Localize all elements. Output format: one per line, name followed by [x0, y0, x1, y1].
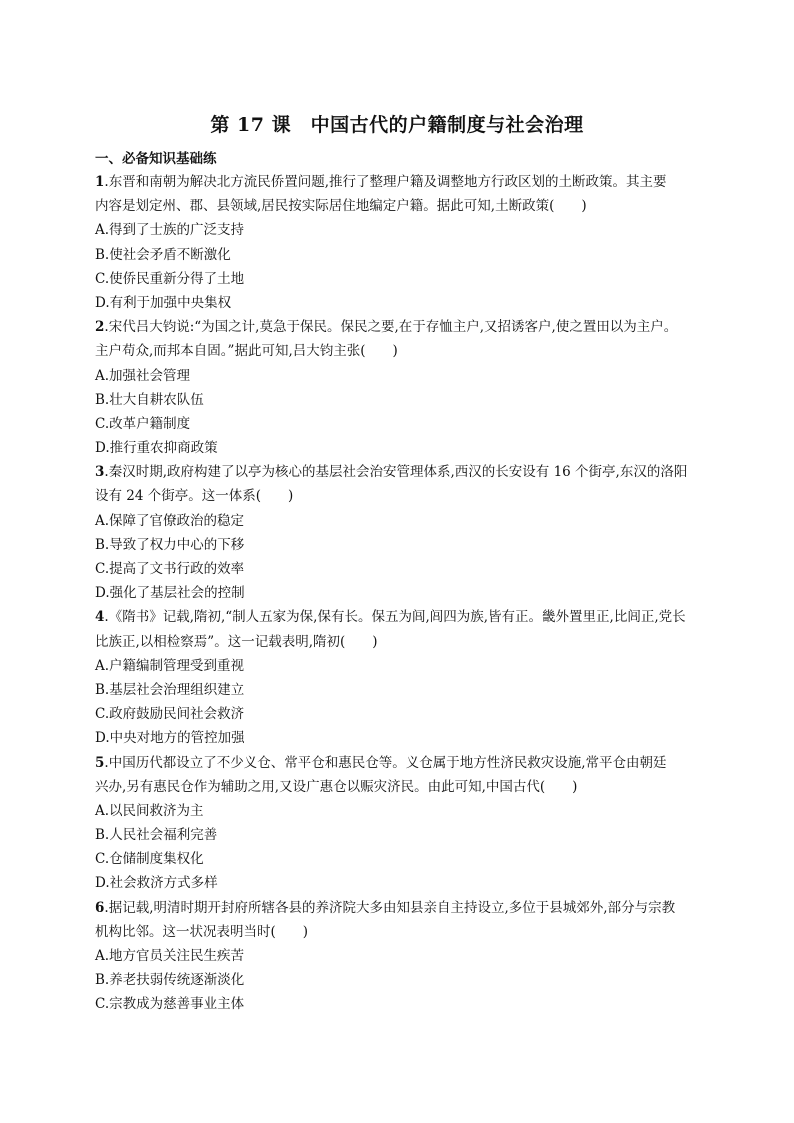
question-number: 6: [95, 899, 105, 916]
option-c[interactable]: C.改革户籍制度: [95, 415, 191, 432]
question-number: 1: [95, 174, 105, 190]
option-c[interactable]: C.仓储制度集权化: [95, 851, 204, 868]
question-stem-line: 兴办,另有惠民仓作为辅助之用,又设广惠仓以赈灾济民。由此可知,中国古代( ): [95, 778, 578, 795]
question-stem-line: 2.宋代吕大钧说:“为国之计,莫急于保民。保民之要,在于存恤主户,又招诱客户,使之置田以为主户。: [95, 319, 678, 336]
option-c[interactable]: C.政府鼓励民间社会救济: [95, 706, 245, 723]
question-stem-line: 1.东晋和南朝为解决北方流民侨置问题,推行了整理户籍及调整地方行政区划的土断政策。其主要: [95, 174, 667, 190]
option-d[interactable]: D.推行重农抑商政策: [95, 440, 218, 457]
option-a[interactable]: A.保障了官僚政治的稳定: [95, 512, 245, 529]
option-a[interactable]: A.户籍编制管理受到重视: [95, 657, 245, 674]
question-number: 5: [95, 754, 105, 771]
question-stem-line: 比族正,以相检察焉”。这一记载表明,隋初( ): [95, 633, 378, 650]
question-stem-line: 机构比邻。这一状况表明当时( ): [95, 923, 309, 940]
question-stem-line: 5.中国历代都设立了不少义仓、常平仓和惠民仓等。义仓属于地方性济民救灾设施,常平仓由朝廷: [95, 754, 667, 771]
option-b[interactable]: B.壮大自耕农队伍: [95, 391, 204, 408]
option-b[interactable]: B.使社会矛盾不断激化: [95, 246, 231, 263]
option-b[interactable]: B.人民社会福利完善: [95, 827, 218, 844]
question-stem-line: 内容是划定州、郡、县领域,居民按实际居住地编定户籍。据此可知,土断政策( ): [95, 198, 587, 215]
option-d[interactable]: D.有利于加强中央集权: [95, 294, 232, 311]
option-c[interactable]: C.提高了文书行政的效率: [95, 561, 245, 577]
question-5: [95, 751, 705, 896]
option-a[interactable]: A.地方官员关注民生疾苦: [95, 948, 245, 964]
option-d[interactable]: D.中央对地方的管控加强: [95, 730, 245, 747]
question-number: 4: [95, 609, 105, 626]
option-d[interactable]: D.社会救济方式多样: [95, 875, 218, 892]
option-b[interactable]: B.导致了权力中心的下移: [95, 536, 245, 553]
question-3: [95, 460, 705, 605]
lesson-title: 第 17 课 中国古代的户籍制度与社会治理: [210, 114, 584, 136]
option-d[interactable]: D.强化了基层社会的控制: [95, 585, 245, 602]
option-a[interactable]: A.加强社会管理: [95, 367, 191, 384]
question-number: 3: [95, 464, 105, 481]
question-stem-line: 3.秦汉时期,政府构建了以亭为核心的基层社会治安管理体系,西汉的长安设有 16 个街亭,东汉的洛阳: [95, 464, 688, 481]
question-number: 2: [95, 319, 105, 336]
option-a[interactable]: A.得到了士族的广泛支持: [95, 222, 245, 239]
question-stem-line: 4.《隋书》记载,隋初,“制人五家为保,保有长。保五为闾,闾四为族,皆有正。畿外置里正,比闾正,党长: [95, 609, 686, 626]
question-6: [95, 896, 705, 1017]
question-stem-line: 主户苟众,而邦本自固。”据此可知,吕大钧主张( ): [95, 343, 398, 360]
question-stem-line: 设有 24 个街亭。这一体系( ): [95, 488, 294, 505]
option-c[interactable]: C.宗教成为慈善事业主体: [95, 996, 245, 1013]
question-stem-line: 6.据记载,明清时期开封府所辖各县的养济院大多由知县亲自主持设立,多位于县城郊外,部分与宗教: [95, 899, 676, 916]
option-b[interactable]: B.基层社会治理组织建立: [95, 681, 245, 698]
option-c[interactable]: C.使侨民重新分得了土地: [95, 270, 245, 287]
question-1: [95, 170, 705, 315]
question-2: [95, 315, 705, 460]
question-list: [95, 148, 705, 1017]
option-b[interactable]: B.养老扶弱传统逐渐淡化: [95, 972, 245, 989]
section-heading: 一、必备知识基础练: [95, 151, 217, 167]
question-4: [95, 605, 705, 750]
option-a[interactable]: A.以民间救济为主: [95, 802, 204, 819]
